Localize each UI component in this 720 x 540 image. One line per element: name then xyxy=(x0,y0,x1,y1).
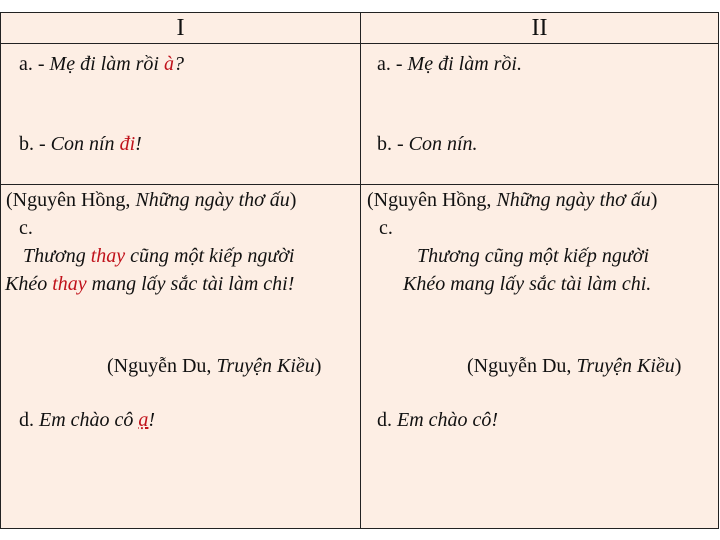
example-d-text: Em chào cô! xyxy=(397,409,499,431)
left-poem-line-2 xyxy=(5,272,294,296)
poem-line-1-end: cũng một kiếp người xyxy=(125,245,295,267)
left-example-b xyxy=(19,132,142,156)
particle-a: à xyxy=(163,53,174,75)
source-close: ) xyxy=(289,189,297,211)
right-example-a xyxy=(377,52,522,76)
particle-c1: thay xyxy=(90,245,126,267)
label-a: a. xyxy=(377,53,396,75)
label-b: b. xyxy=(19,133,39,155)
header-col-2: II xyxy=(531,15,548,41)
label-a: a. xyxy=(19,53,38,75)
example-a-text: - Mẹ đi làm rồi. xyxy=(395,53,522,75)
right-example-b xyxy=(377,132,478,156)
right-poem-line-1: Thương cũng một kiếp người xyxy=(417,245,650,267)
label-d: d. xyxy=(19,409,39,431)
left-example-d xyxy=(19,408,155,432)
source-author: (Nguyễn Du, xyxy=(467,355,577,377)
left-source-2 xyxy=(107,354,321,378)
left-poem-line-1 xyxy=(23,244,294,268)
right-source-2 xyxy=(467,354,681,378)
example-b-text: - Con nín. xyxy=(397,133,478,155)
example-b-text: - Con nín xyxy=(39,133,120,155)
poem-line-2-end: mang lấy sắc tài làm chi! xyxy=(86,273,295,295)
label-d: d. xyxy=(377,409,397,431)
example-b-end: ! xyxy=(135,133,142,155)
left-label-c: c. xyxy=(19,217,33,239)
source-author: (Nguyễn Du, xyxy=(107,355,217,377)
right-example-d xyxy=(377,408,498,432)
column-divider xyxy=(360,13,361,528)
example-a-end: ? xyxy=(173,53,184,75)
source-author: (Nguyên Hồng, xyxy=(6,189,136,211)
right-source-1 xyxy=(367,188,657,212)
particle-c2: thay xyxy=(52,273,87,295)
source-close: ) xyxy=(674,355,682,377)
example-d-end: ! xyxy=(148,409,156,431)
particle-d: ạ xyxy=(138,409,149,431)
particle-b: đi xyxy=(119,133,136,155)
comparison-table xyxy=(0,12,719,529)
left-source-1 xyxy=(6,188,296,212)
source-title: Truyện Kiều xyxy=(576,355,675,377)
right-poem-line-2: Khéo mang lấy sắc tài làm chi. xyxy=(403,273,652,295)
right-label-c: c. xyxy=(379,217,393,239)
row-divider xyxy=(1,184,718,185)
header-col-1: I xyxy=(176,15,185,41)
left-example-a xyxy=(19,52,184,76)
label-b: b. xyxy=(377,133,397,155)
poem-line-2-start: Khéo xyxy=(5,273,53,295)
example-a-text: - Mẹ đi làm rồi xyxy=(37,53,164,75)
source-title: Những ngày thơ ấu xyxy=(135,189,290,211)
source-close: ) xyxy=(650,189,658,211)
example-d-text: Em chào cô xyxy=(39,409,139,431)
source-author: (Nguyên Hồng, xyxy=(367,189,497,211)
source-title: Truyện Kiều xyxy=(216,355,315,377)
poem-line-1-start: Thương xyxy=(23,245,91,267)
source-close: ) xyxy=(314,355,322,377)
source-title: Những ngày thơ ấu xyxy=(496,189,651,211)
